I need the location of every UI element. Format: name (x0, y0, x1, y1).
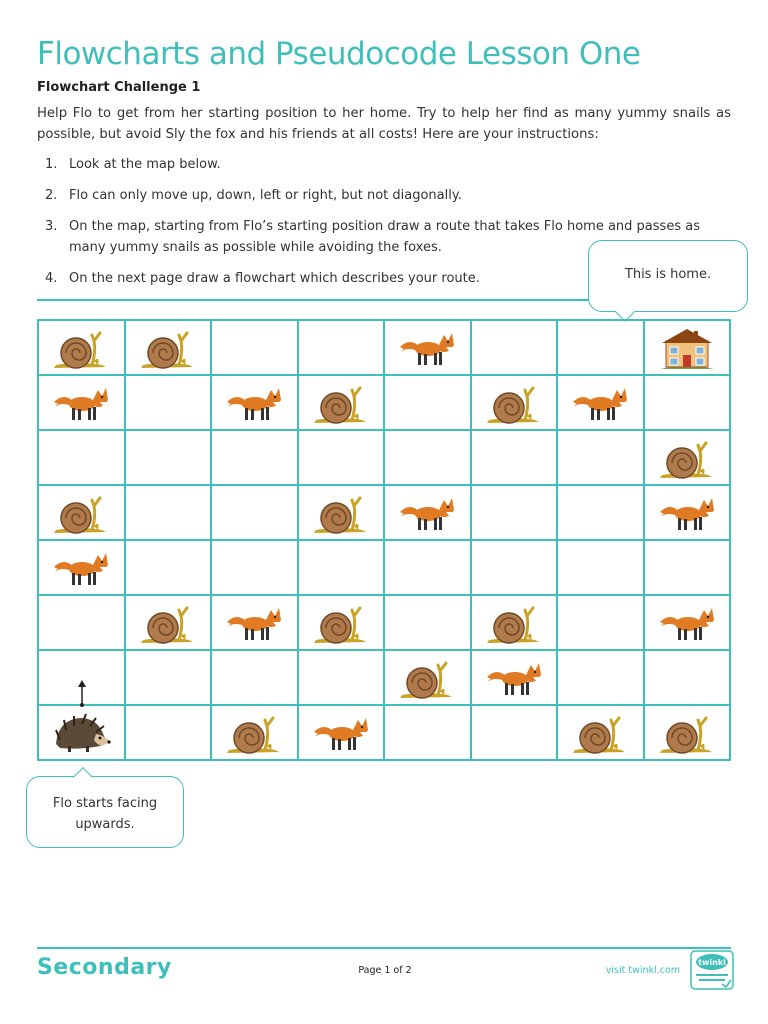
badge-text: twinkl (698, 958, 726, 967)
map-cell (39, 431, 126, 486)
map-cell (126, 486, 213, 541)
map-cell (472, 596, 559, 651)
instruction-number: 2. (45, 188, 58, 203)
map-cell (645, 596, 732, 651)
map-cell (645, 541, 732, 596)
instruction-number: 4. (45, 271, 58, 286)
hedgehog-icon (50, 710, 112, 756)
map-cell (472, 706, 559, 761)
map-cell (126, 651, 213, 706)
map-cell (385, 651, 472, 706)
fox-icon (656, 490, 718, 536)
map-cell (212, 431, 299, 486)
map-cell (126, 431, 213, 486)
map-cell (299, 376, 386, 431)
fox-icon (569, 380, 631, 426)
fox-icon (223, 380, 285, 426)
map-cell (472, 541, 559, 596)
map-cell (39, 596, 126, 651)
map-cell (385, 431, 472, 486)
intro-paragraph: Help Flo to get from her starting position to her home. Try to help her find as many yummy snails as possible, but avoid Sly the fox and his friends at all costs! Here are your instructions: (37, 106, 731, 142)
instruction-text: Flo can only move up, down, left or right, but not diagonally. (69, 188, 462, 203)
map-cell (299, 706, 386, 761)
fox-icon (396, 325, 458, 371)
map-cell (645, 486, 732, 541)
map-cell (472, 321, 559, 376)
map-cell (385, 541, 472, 596)
map-cell (558, 596, 645, 651)
fox-icon (50, 545, 112, 591)
map-cell (299, 321, 386, 376)
map-cell (385, 706, 472, 761)
facing-up-arrow-icon (77, 679, 87, 707)
footer-website[interactable]: visit twinkl.com (605, 965, 680, 976)
snail-icon (483, 600, 545, 646)
page-number: Page 1 of 2 (358, 965, 412, 976)
map-cell (212, 486, 299, 541)
map-cell (558, 706, 645, 761)
snail-icon (137, 600, 199, 646)
fox-icon (656, 600, 718, 646)
map-cell (39, 541, 126, 596)
map-cell (558, 651, 645, 706)
house-icon (656, 325, 718, 371)
map-cell (385, 596, 472, 651)
snail-icon (656, 435, 718, 481)
fox-icon (396, 490, 458, 536)
map-cell (385, 486, 472, 541)
snail-icon (310, 490, 372, 536)
section-divider (37, 299, 593, 301)
map-cell (645, 431, 732, 486)
map-cell (385, 376, 472, 431)
map-grid (37, 319, 731, 761)
map-cell (645, 376, 732, 431)
snail-icon (656, 710, 718, 756)
map-cell (299, 431, 386, 486)
map-cell (126, 596, 213, 651)
snail-icon (310, 600, 372, 646)
footer-brand: Secondary (37, 955, 172, 980)
map-cell (558, 321, 645, 376)
map-cell (558, 486, 645, 541)
home-callout: This is home. (588, 240, 748, 312)
snail-icon (483, 380, 545, 426)
map-cell (39, 376, 126, 431)
map-cell (126, 321, 213, 376)
fox-icon (223, 600, 285, 646)
map-cell (39, 486, 126, 541)
flo-callout (26, 776, 184, 848)
map-cell (212, 596, 299, 651)
twinkl-badge-icon (690, 950, 734, 990)
snail-icon (569, 710, 631, 756)
map-cell (645, 706, 732, 761)
map-cell (39, 706, 126, 761)
map-cell (558, 376, 645, 431)
snail-icon (396, 655, 458, 701)
instruction-text: Look at the map below. (69, 157, 221, 172)
map-cell (212, 541, 299, 596)
snail-icon (137, 325, 199, 371)
instruction-text: On the next page draw a flowchart which describes your route. (69, 271, 480, 286)
snail-icon (310, 380, 372, 426)
snail-icon (223, 710, 285, 756)
map-cell (39, 321, 126, 376)
instruction-number: 3. (45, 219, 58, 234)
page-title: Flowcharts and Pseudocode Lesson One (37, 36, 641, 72)
fox-icon (50, 380, 112, 426)
map-cell (126, 541, 213, 596)
map-cell (212, 376, 299, 431)
snail-icon (50, 325, 112, 371)
map-cell (645, 651, 732, 706)
snail-icon (50, 490, 112, 536)
map-cell (558, 431, 645, 486)
map-cell (299, 541, 386, 596)
instruction-text: On the map, starting from Flo’s starting position draw a route that takes Flo home and passes as many yummy snails as possible while avoiding the foxes. (69, 219, 700, 255)
map-cell (126, 706, 213, 761)
map-cell (558, 541, 645, 596)
map-cell (645, 321, 732, 376)
map-cell (212, 706, 299, 761)
map-cell (212, 651, 299, 706)
map-cell (299, 486, 386, 541)
fox-icon (310, 710, 372, 756)
map-cell (472, 376, 559, 431)
flo-callout-text: Flo starts facing upwards. (52, 796, 158, 832)
instruction-number: 1. (45, 157, 58, 172)
fox-icon (483, 655, 545, 701)
map-cell (472, 431, 559, 486)
map-cell (385, 321, 472, 376)
footer-divider (37, 947, 731, 949)
challenge-subtitle: Flowchart Challenge 1 (37, 80, 201, 95)
map-cell (472, 486, 559, 541)
map-cell (299, 651, 386, 706)
map-cell (472, 651, 559, 706)
map-cell (299, 596, 386, 651)
map-cell (212, 321, 299, 376)
map-cell (126, 376, 213, 431)
